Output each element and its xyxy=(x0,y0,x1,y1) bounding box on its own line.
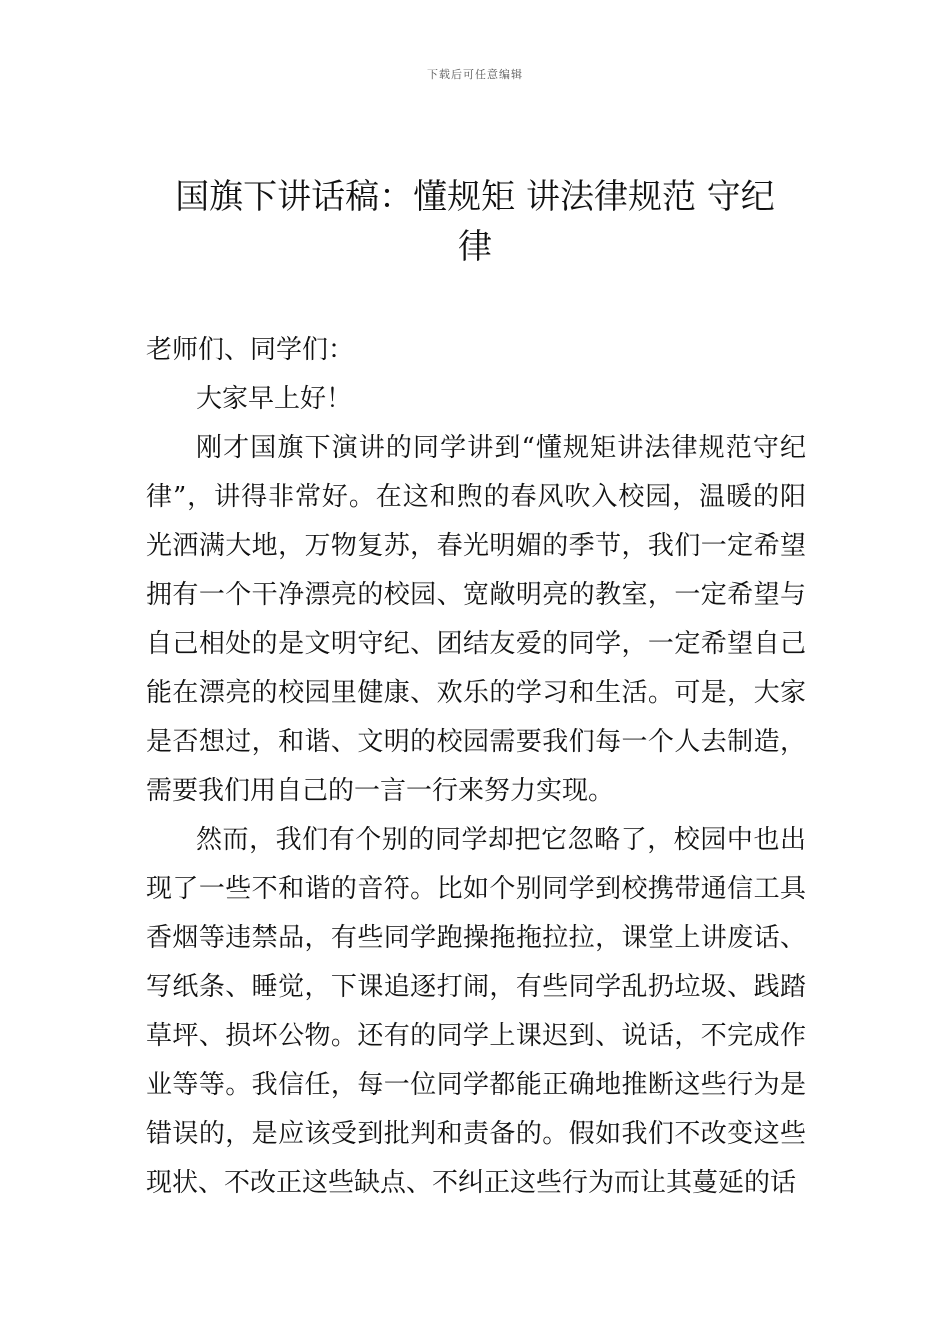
header-note: 下载后可任意编辑 xyxy=(427,68,523,81)
salutation: 老师们、同学们： xyxy=(146,335,355,365)
paragraph-1: 刚才国旗下演讲的同学讲到“懂规矩讲法律规范守纪律”，讲得非常好。在这和煦的春风吹入校园，温暖的阳光洒满大地，万物复苏，春光明媚的季节，我们一定希望拥有一个干净漂亮的校园、宽敞明亮的教室，一定希望与自己相处的是文明守纪、团结友爱的同学，一定希望自己能在漂亮的校园里健康、欢乐的学习和生活。可是，大家是否想过，和谐、文明的校园需要我们每一个人去制造，需要我们用自己的一言一行来努力实现。 xyxy=(146,433,806,806)
title-line-2: 律 xyxy=(458,227,492,267)
title-line-1: 国旗下讲话稿：懂规矩 讲法律规范 守纪 xyxy=(175,177,775,217)
document-body xyxy=(146,326,806,1208)
greeting: 大家早上好！ xyxy=(196,384,353,414)
paragraph-2: 然而，我们有个别的同学却把它忽略了，校园中也出现了一些不和谐的音符。比如个别同学到校携带通信工具香烟等违禁品，有些同学跑操拖拖拉拉，课堂上讲废话、写纸条、睡觉，下课追逐打闹，有些同学乱扔垃圾、践踏草坪、损坏公物。还有的同学上课迟到、说话，不完成作业等等。我信任，每一位同学都能正确地推断这些行为是错误的，是应该受到批判和责备的。假如我们不改变这些现状、不改正这些缺点、不纠正这些行为而让其蔓延的话 xyxy=(146,825,806,1198)
document-title xyxy=(140,172,810,272)
